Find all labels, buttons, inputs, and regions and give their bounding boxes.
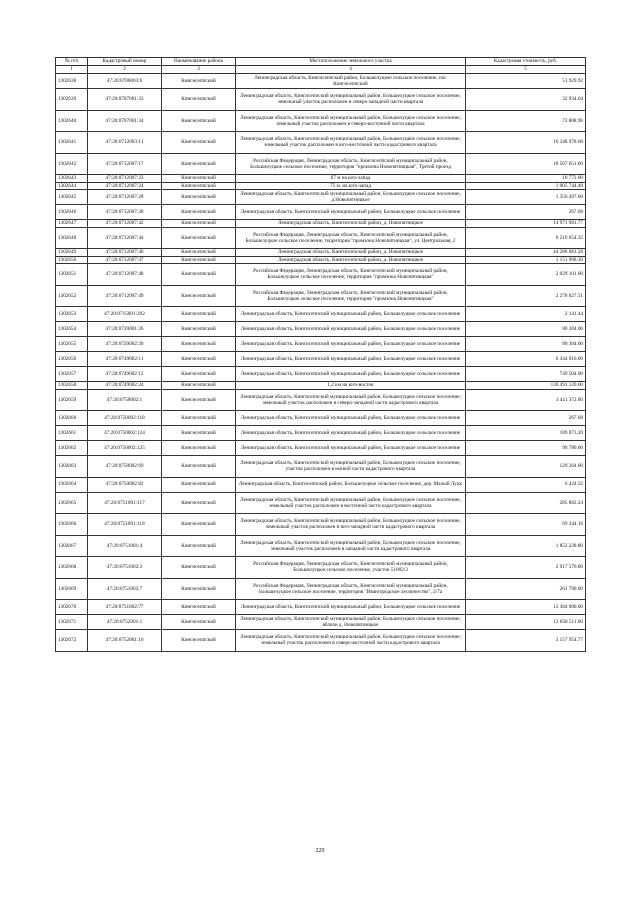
- table-row: [56, 227, 586, 249]
- cadastral-number: 47:20:0749002:24: [88, 382, 162, 390]
- cadastral-number: 47:20:0712007:46: [88, 249, 162, 257]
- location-text: 67 м на юго-запад: [236, 175, 466, 183]
- cadastral-value: 6 216 654.35: [466, 227, 586, 249]
- cadastral-value: 6 424.32: [466, 477, 586, 492]
- cadastral-value: 72 808.96: [466, 110, 586, 132]
- table-row: [56, 441, 586, 456]
- cadastral-number: 47:20:0715001:202: [88, 307, 162, 322]
- row-number: 1302665: [56, 492, 88, 514]
- cadastral-number: 47:20:0750002:82: [88, 477, 162, 492]
- district-name: Кингисеппский: [162, 389, 236, 411]
- location-text: Российская Федерация, Ленинградская область, Кингисеппский муниципальный район, Большелуцкое сельское поселение, территория "промзона Новопятницкая", Третий проезд: [236, 153, 466, 175]
- row-number: 1302646: [56, 205, 88, 220]
- district-name: Кингисеппский: [162, 352, 236, 367]
- row-number: 1302664: [56, 477, 88, 492]
- cadastral-value: 12 858 511.00: [466, 615, 586, 630]
- location-text: Ленинградская область, Кингисеппский муниципальный район, Большелуцкое сельское поселение: [236, 322, 466, 337]
- location-text: Ленинградская область, Кингисеппский муниципальный район, Большелуцкое сельское поселение: [236, 352, 466, 367]
- table-row: [56, 600, 586, 615]
- cadastral-number: 47:20:0712007:47: [88, 256, 162, 264]
- table-row: [56, 74, 586, 89]
- table-row: [56, 220, 586, 228]
- row-number: 1302658: [56, 382, 88, 390]
- cadastral-number: 47:20:0752001:1: [88, 615, 162, 630]
- district-name: Кингисеппский: [162, 307, 236, 322]
- cadastral-value: 90 780.00: [466, 441, 586, 456]
- location-text: Российская Федерация, Ленинградская область, Кингисеппский муниципальный район, Большелуцкое сельское поселение, территория "Ивангородское лесничество", 2/7а: [236, 578, 466, 600]
- cadastral-number: 47:20:0749002:11: [88, 352, 162, 367]
- cadastral-value: 14 971 981.77: [466, 220, 586, 228]
- cadastral-number: 47:20:0712007:48: [88, 264, 162, 286]
- cadastral-number: 47:20:0751001:117: [88, 492, 162, 514]
- cadastral-value: 267.68: [466, 205, 586, 220]
- district-name: Кингисеппский: [162, 322, 236, 337]
- table-row: [56, 352, 586, 367]
- cadastral-number: 47:20:0750002:118: [88, 411, 162, 426]
- district-name: Кингисеппский: [162, 153, 236, 175]
- cadastral-value: 2 141.44: [466, 307, 586, 322]
- cadastral-value: 136 491 120.00: [466, 382, 586, 390]
- location-text: Ленинградская область, Кингисеппский муниципальный район, Большелуцкое сельское поселение, земельный участок расположен в западной части кадастрового квартала: [236, 535, 466, 557]
- cadastral-number: 47:20:0752001:10: [88, 630, 162, 652]
- table-row: [56, 307, 586, 322]
- row-number: 1302654: [56, 322, 88, 337]
- location-text: Ленинградская область, Кингисеппский район, Большелуцкое сельское поселение, дер. Малый Луцк: [236, 477, 466, 492]
- district-name: Кингисеппский: [162, 256, 236, 264]
- cadastral-number: 47:20:0750002:69: [88, 456, 162, 478]
- district-name: Кингисеппский: [162, 535, 236, 557]
- cadastral-value-table: [55, 57, 586, 652]
- table-row: [56, 630, 586, 652]
- cadastral-number: 47:20:0707001:33: [88, 89, 162, 111]
- cadastral-value: 12 384 000.00: [466, 600, 586, 615]
- table-row: [56, 492, 586, 514]
- cadastral-value: 1 356 497.60: [466, 190, 586, 205]
- location-text: Ленинградская область, Кингисеппский район, Большелуцкое сельское поселение, пос Кингисеппский: [236, 74, 466, 89]
- district-name: Кингисеппский: [162, 411, 236, 426]
- district-name: Кингисеппский: [162, 74, 236, 89]
- table-row: [56, 557, 586, 579]
- cadastral-value: 44 286 081.28: [466, 249, 586, 257]
- table-row: [56, 456, 586, 478]
- location-text: Ленинградская область, Кингисеппский муниципальный район, Большелуцкое сельское поселение, земельный участок расположен в юго-западной части кадастрового квартала: [236, 514, 466, 536]
- location-text: Ленинградская область, Кингисеппский муниципальный район, Большелуцкое сельское поселение, вблизи д. Новопятницкое: [236, 615, 466, 630]
- table-row: [56, 578, 586, 600]
- district-name: Кингисеппский: [162, 456, 236, 478]
- row-number: 1302666: [56, 514, 88, 536]
- location-text: Ленинградская область, Кингисеппский муниципальный район, Большелуцкое сельское поселение, земельный участок расположен в юго-восточной части кадастрового квартала: [236, 132, 466, 154]
- cadastral-number: 47:20:0751002:77: [88, 600, 162, 615]
- cadastral-number: 47:20:0712007:17: [88, 153, 162, 175]
- row-number: 1302659: [56, 389, 88, 411]
- cadastral-value: 189 873.20: [466, 426, 586, 441]
- column-number: 3: [162, 66, 236, 74]
- table-row: [56, 256, 586, 264]
- cadastral-number: 47:20:0750002:1: [88, 389, 162, 411]
- location-text: Ленинградская область, Кингисеппский муниципальный район, Большелуцкое сельское поселение, участок расположен в южной части кадастрового квартала: [236, 456, 466, 478]
- table-row: [56, 110, 586, 132]
- location-text: Ленинградская область, Кингисеппский район, д. Новопятницкое: [236, 256, 466, 264]
- location-text: Ленинградская область, Кингисеппский муниципальный район, Большелуцкое сельское поселение, земельный участок расположен в северо-восточной части квартала: [236, 110, 466, 132]
- location-text: Ленинградская область, Кингисеппский муниципальный район, Большелуцкое сельское поселение: [236, 367, 466, 382]
- cadastral-number: 47:20:0749002:12: [88, 367, 162, 382]
- cadastral-number: 47:20:0712007:28: [88, 190, 162, 205]
- cadastral-value: 3 157 954.77: [466, 630, 586, 652]
- table-row: [56, 132, 586, 154]
- table-row: [56, 190, 586, 205]
- column-number: 1: [56, 66, 88, 74]
- location-text: Российская Федерация, Ленинградская область, Кингисеппский муниципальный район, Большелуцкое сельское поселение, территория "промзона Новопятницкая", ул. Центральная, 2: [236, 227, 466, 249]
- table-row: [56, 426, 586, 441]
- cadastral-value: 285 882.24: [466, 492, 586, 514]
- table-row: [56, 182, 586, 190]
- location-text: Ленинградская область, Кингисеппский район, д. Новопятницкое: [236, 220, 466, 228]
- cadastral-number: 47:20:0712007:44: [88, 227, 162, 249]
- row-number: 1302670: [56, 600, 88, 615]
- row-number: 1302652: [56, 285, 88, 307]
- cadastral-value: 2 278 027.51: [466, 285, 586, 307]
- location-text: Ленинградская область, Кингисеппский муниципальный район, Большелуцкое сельское поселение: [236, 411, 466, 426]
- table-row: [56, 264, 586, 286]
- location-text: Ленинградская область, Кингисеппский муниципальный район, Большелуцкое сельское поселение, земельный участок расположен в северо-западной части кадастрового квартала: [236, 389, 466, 411]
- location-text: Ленинградская область, Кингисеппский муниципальный район, Большелуцкое сельское поселение, земельный участок расположен в северо-восточной части кадастрового квартала: [236, 630, 466, 652]
- cadastral-number: 47:20:0707001:34: [88, 110, 162, 132]
- cadastral-value: 80 304.00: [466, 322, 586, 337]
- district-name: Кингисеппский: [162, 630, 236, 652]
- district-name: Кингисеппский: [162, 615, 236, 630]
- cadastral-value: 1 151 908.30: [466, 256, 586, 264]
- row-number: 1302642: [56, 153, 88, 175]
- row-number: 1302640: [56, 110, 88, 132]
- cadastral-value: 51 929.92: [466, 74, 586, 89]
- location-text: Ленинградская область, Кингисеппский муниципальный район, Большелуцкое сельское поселение: [236, 441, 466, 456]
- district-name: Кингисеппский: [162, 600, 236, 615]
- cadastral-number: 47:20:0706003:6: [88, 74, 162, 89]
- column-number-row: [56, 66, 586, 74]
- cadastral-value: 749 504.00: [466, 367, 586, 382]
- column-number: 4: [236, 66, 466, 74]
- district-name: Кингисеппский: [162, 441, 236, 456]
- cadastral-value: 2 917 576.80: [466, 557, 586, 579]
- header-location: Местоположение земельного участка: [236, 58, 466, 66]
- district-name: Кингисеппский: [162, 264, 236, 286]
- table-row: [56, 285, 586, 307]
- district-name: Кингисеппский: [162, 285, 236, 307]
- row-number: 1302668: [56, 557, 88, 579]
- cadastral-number: 47:20:0751002:7: [88, 578, 162, 600]
- district-name: Кингисеппский: [162, 249, 236, 257]
- district-name: Кингисеппский: [162, 578, 236, 600]
- district-name: Кингисеппский: [162, 337, 236, 352]
- location-text: Ленинградская область, Кингисеппский муниципальный район, Большелуцкое сельское поселение: [236, 600, 466, 615]
- cadastral-value: 18 567 651.60: [466, 153, 586, 175]
- cadastral-value: 80 304.00: [466, 337, 586, 352]
- district-name: Кингисеппский: [162, 175, 236, 183]
- row-number: 1302644: [56, 182, 88, 190]
- row-number: 1302656: [56, 352, 88, 367]
- row-number: 1302648: [56, 227, 88, 249]
- table-row: [56, 175, 586, 183]
- district-name: Кингисеппский: [162, 110, 236, 132]
- cadastral-value: 1 005 744.48: [466, 182, 586, 190]
- location-text: Ленинградская область, Кингисеппский муниципальный район, Большелуцкое сельское поселение, земельный участок расположен в восточной части кадастрового квартала: [236, 492, 466, 514]
- page-number: 229: [315, 848, 325, 854]
- header-district: Наименование района: [162, 58, 236, 66]
- cadastral-value: 267.68: [466, 411, 586, 426]
- row-number: 1302645: [56, 190, 88, 205]
- cadastral-number: 47:20:0712007:23: [88, 175, 162, 183]
- table-row: [56, 477, 586, 492]
- row-number: 1302650: [56, 256, 88, 264]
- district-name: Кингисеппский: [162, 182, 236, 190]
- cadastral-value: 16 348 978.68: [466, 132, 586, 154]
- cadastral-value: 3 411 372.00: [466, 389, 586, 411]
- row-number: 1302671: [56, 615, 88, 630]
- cadastral-number: 47:20:0712007:38: [88, 205, 162, 220]
- row-number: 1302651: [56, 264, 88, 286]
- location-text: 1,2 км на юго-восток: [236, 382, 466, 390]
- table-row: [56, 389, 586, 411]
- table-row: [56, 322, 586, 337]
- district-name: Кингисеппский: [162, 190, 236, 205]
- table-row: [56, 615, 586, 630]
- cadastral-number: 47:20:0750002:125: [88, 441, 162, 456]
- row-number: 1302655: [56, 337, 88, 352]
- row-number: 1302639: [56, 89, 88, 111]
- district-name: Кингисеппский: [162, 367, 236, 382]
- row-number: 1302647: [56, 220, 88, 228]
- cadastral-value: 2 029 101.00: [466, 264, 586, 286]
- header-num: № п/п: [56, 58, 88, 66]
- row-number: 1302660: [56, 411, 88, 426]
- table-row: [56, 337, 586, 352]
- row-number: 1302663: [56, 456, 88, 478]
- row-number: 1302669: [56, 578, 88, 600]
- cadastral-number: 47:20:0712003:11: [88, 132, 162, 154]
- row-number: 1302662: [56, 441, 88, 456]
- row-number: 1302649: [56, 249, 88, 257]
- table-row: [56, 205, 586, 220]
- cadastral-number: 47:20:0751001:118: [88, 514, 162, 536]
- cadastral-value: 32 934.64: [466, 89, 586, 111]
- district-name: Кингисеппский: [162, 477, 236, 492]
- cadastral-value: 261 700.00: [466, 578, 586, 600]
- column-number: 2: [88, 66, 162, 74]
- district-name: Кингисеппский: [162, 557, 236, 579]
- table-row: [56, 367, 586, 382]
- table-row: [56, 535, 586, 557]
- district-name: Кингисеппский: [162, 132, 236, 154]
- row-number: 1302661: [56, 426, 88, 441]
- district-name: Кингисеппский: [162, 382, 236, 390]
- location-text: Ленинградская область, Кингисеппский муниципальный район, Большелуцкое сельское поселение: [236, 426, 466, 441]
- table-header: [56, 58, 586, 74]
- row-number: 1302641: [56, 132, 88, 154]
- cadastral-value: 6 344 016.00: [466, 352, 586, 367]
- cadastral-number: 47:20:0751001:4: [88, 535, 162, 557]
- location-text: Российская Федерация, Ленинградская область, Кингисеппский муниципальный район, Большелуцкое сельское поселение, участок 51002/3: [236, 557, 466, 579]
- district-name: Кингисеппский: [162, 205, 236, 220]
- cadastral-value: 69 344.16: [466, 514, 586, 536]
- row-number: 1302638: [56, 74, 88, 89]
- header-cadastral-number: Кадастровый номер: [88, 58, 162, 66]
- table-body: [56, 74, 586, 652]
- cadastral-number: 47:20:0720001:26: [88, 322, 162, 337]
- location-text: Ленинградская область, Кингисеппский муниципальный район, Большелуцкое сельское поселение, д.Новопятницкое: [236, 190, 466, 205]
- cadastral-value: 10 772.00: [466, 175, 586, 183]
- cadastral-number: 47:20:0712007:49: [88, 285, 162, 307]
- location-text: 75 м. на юго-запад: [236, 182, 466, 190]
- district-name: Кингисеппский: [162, 227, 236, 249]
- table-row: [56, 411, 586, 426]
- row-number: 1302643: [56, 175, 88, 183]
- table-row: [56, 514, 586, 536]
- row-number: 1302657: [56, 367, 88, 382]
- cadastral-number: 47:20:0712007:42: [88, 220, 162, 228]
- header-row: [56, 58, 586, 66]
- district-name: Кингисеппский: [162, 220, 236, 228]
- location-text: Ленинградская область, Кингисеппский муниципальный район, Большелуцкое сельское поселение: [236, 307, 466, 322]
- district-name: Кингисеппский: [162, 492, 236, 514]
- header-cadastral-value: Кадастровая стоимость, руб.: [466, 58, 586, 66]
- table-row: [56, 89, 586, 111]
- location-text: Ленинградская область, Кингисеппский муниципальный район, Большелуцкое сельское поселение, земельный участок расположен в северо-западной части квартала: [236, 89, 466, 111]
- location-text: Ленинградская область, Кингисеппский муниципальный район, Большелуцкое сельское поселение: [236, 337, 466, 352]
- cadastral-value: 129 264.00: [466, 456, 586, 478]
- table-row: [56, 153, 586, 175]
- cadastral-number: 47:20:0720002:30: [88, 337, 162, 352]
- table-row: [56, 249, 586, 257]
- district-name: Кингисеппский: [162, 89, 236, 111]
- row-number: 1302667: [56, 535, 88, 557]
- location-text: Ленинградская область, Кингисеппский муниципальный район, Большелуцкое сельское поселение: [236, 205, 466, 220]
- table-row: [56, 382, 586, 390]
- location-text: Ленинградская область, Кингисеппский район, д. Новопятницкое: [236, 249, 466, 257]
- cadastral-value: 1 852 228.80: [466, 535, 586, 557]
- cadastral-number: 47:20:0712007:24: [88, 182, 162, 190]
- column-number: 5: [466, 66, 586, 74]
- cadastral-number: 47:20:0750002:124: [88, 426, 162, 441]
- cadastral-number: 47:20:0751002:3: [88, 557, 162, 579]
- row-number: 1302653: [56, 307, 88, 322]
- location-text: Российская Федерация, Ленинградская область, Кингисеппский муниципальный район, Большелуцкое сельское поселение, территория "промзона Новопятницкая": [236, 285, 466, 307]
- district-name: Кингисеппский: [162, 514, 236, 536]
- row-number: 1302672: [56, 630, 88, 652]
- district-name: Кингисеппский: [162, 426, 236, 441]
- location-text: Российская Федерация, Ленинградская область, Кингисеппский муниципальный район, Большелуцкое сельское поселение, территория "промзона Новопятницкая": [236, 264, 466, 286]
